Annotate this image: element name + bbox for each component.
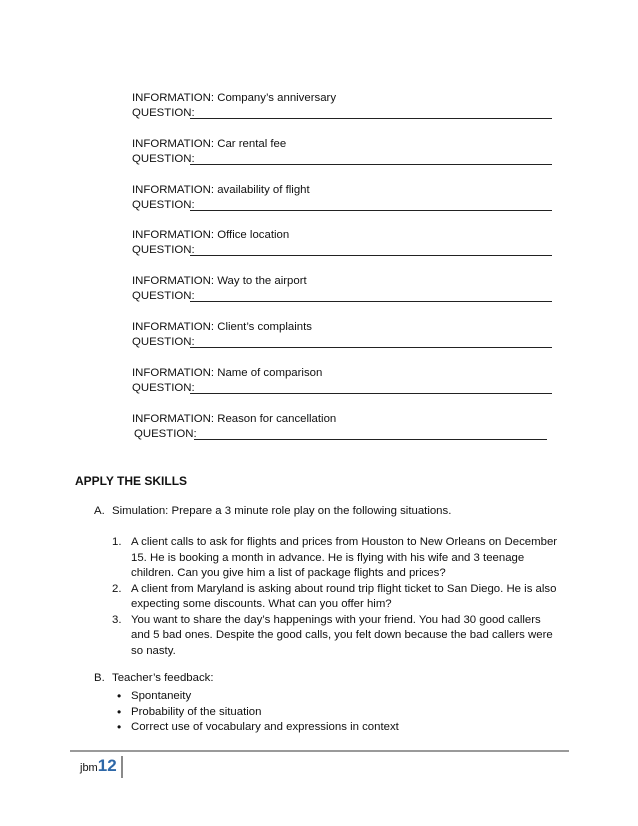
footer-initials: jbm [80,762,98,774]
question-line [132,289,552,304]
page-footer [80,756,117,776]
answer-blank[interactable] [190,301,552,302]
question-line [132,243,552,258]
section-b [94,672,214,684]
page-number: 12 [97,756,117,775]
answer-blank[interactable] [190,347,552,348]
information-line: INFORMATION: Car rental fee [132,137,287,150]
item-line: A client calls to ask for flights and prices from Houston to New Orleans on December [131,536,558,548]
item-line: You want to share the day’s happenings with your friend. You had 30 good callers [131,613,541,626]
information-line: INFORMATION: Way to the airport [132,275,307,288]
answer-blank[interactable] [190,393,552,394]
bullet-icon: • [117,720,122,734]
bullet-icon: • [117,689,122,703]
info-question-pair [132,320,552,350]
information-line: INFORMATION: Office location [132,229,290,242]
question-label: QUESTION: [132,336,195,348]
question-label: QUESTION: [132,152,195,165]
answer-blank[interactable] [190,118,552,119]
item-number: 1. [112,536,122,548]
answer-blank[interactable] [194,439,547,440]
item-line: children. Can you give him a list of package flights and prices? [131,567,446,579]
question-line [132,198,552,213]
question-line [132,381,552,396]
section-b-label: B. [94,672,105,684]
question-label: QUESTION: [132,290,195,303]
answer-blank[interactable] [190,164,552,165]
feedback-text: Spontaneity [131,690,192,702]
section-a [94,505,451,517]
feedback-item [117,720,399,736]
information-line: INFORMATION: Reason for cancellation [132,412,337,425]
question-line [132,106,552,121]
item-number: 3. [112,613,122,626]
info-question-pair [132,412,552,442]
info-question-pair [132,137,552,167]
feedback-text: Probability of the situation [131,705,262,718]
info-question-pair [132,183,552,213]
question-label: QUESTION: [132,244,195,257]
info-question-pair [132,366,552,396]
item-line: and 5 bad ones. Despite the good calls, you felt down because the bad callers were [131,629,553,641]
question-label: QUESTION: [132,381,195,394]
feedback-list [117,689,399,736]
item-line: A client from Maryland is asking about round trip flight ticket to San Diego. He is also [131,582,557,595]
answer-blank[interactable] [190,210,552,211]
simulation-list [112,535,572,659]
item-number: 2. [112,582,122,595]
apply-skills-heading: APPLY THE SKILLS [75,474,188,488]
section-a-text: Simulation: Prepare a 3 minute role play on the following situations. [112,505,452,517]
feedback-item [117,689,399,705]
info-question-pair [132,228,552,258]
item-line: 15. He is booking a month in advance. He is flying with his wife and 3 teenage [131,551,525,564]
question-line [132,335,552,350]
simulation-item [112,535,572,582]
section-b-text: Teacher’s feedback: [112,672,214,684]
bullet-icon: • [117,704,122,719]
item-line: expecting some discounts. What can you offer him? [131,598,392,610]
simulation-item [112,582,572,613]
question-label: QUESTION: [134,427,197,440]
info-question-pair [132,91,552,121]
information-line: INFORMATION: availability of flight [132,183,310,196]
footer-vertical-rule [121,756,123,778]
answer-blank[interactable] [190,255,552,256]
simulation-item [112,613,572,660]
footer-divider [70,750,569,752]
question-label: QUESTION: [132,107,195,119]
information-line: INFORMATION: Company’s anniversary [132,92,337,104]
information-line: INFORMATION: Client’s complaints [132,321,312,333]
information-line: INFORMATION: Name of comparison [132,366,323,379]
feedback-text: Correct use of vocabulary and expressions in context [131,721,399,733]
feedback-item [117,705,399,721]
question-line [132,427,552,442]
section-a-label: A. [94,505,105,517]
info-question-pair [132,274,552,304]
question-label: QUESTION: [132,198,195,211]
question-line [132,152,552,167]
item-line: so nasty. [131,644,176,657]
